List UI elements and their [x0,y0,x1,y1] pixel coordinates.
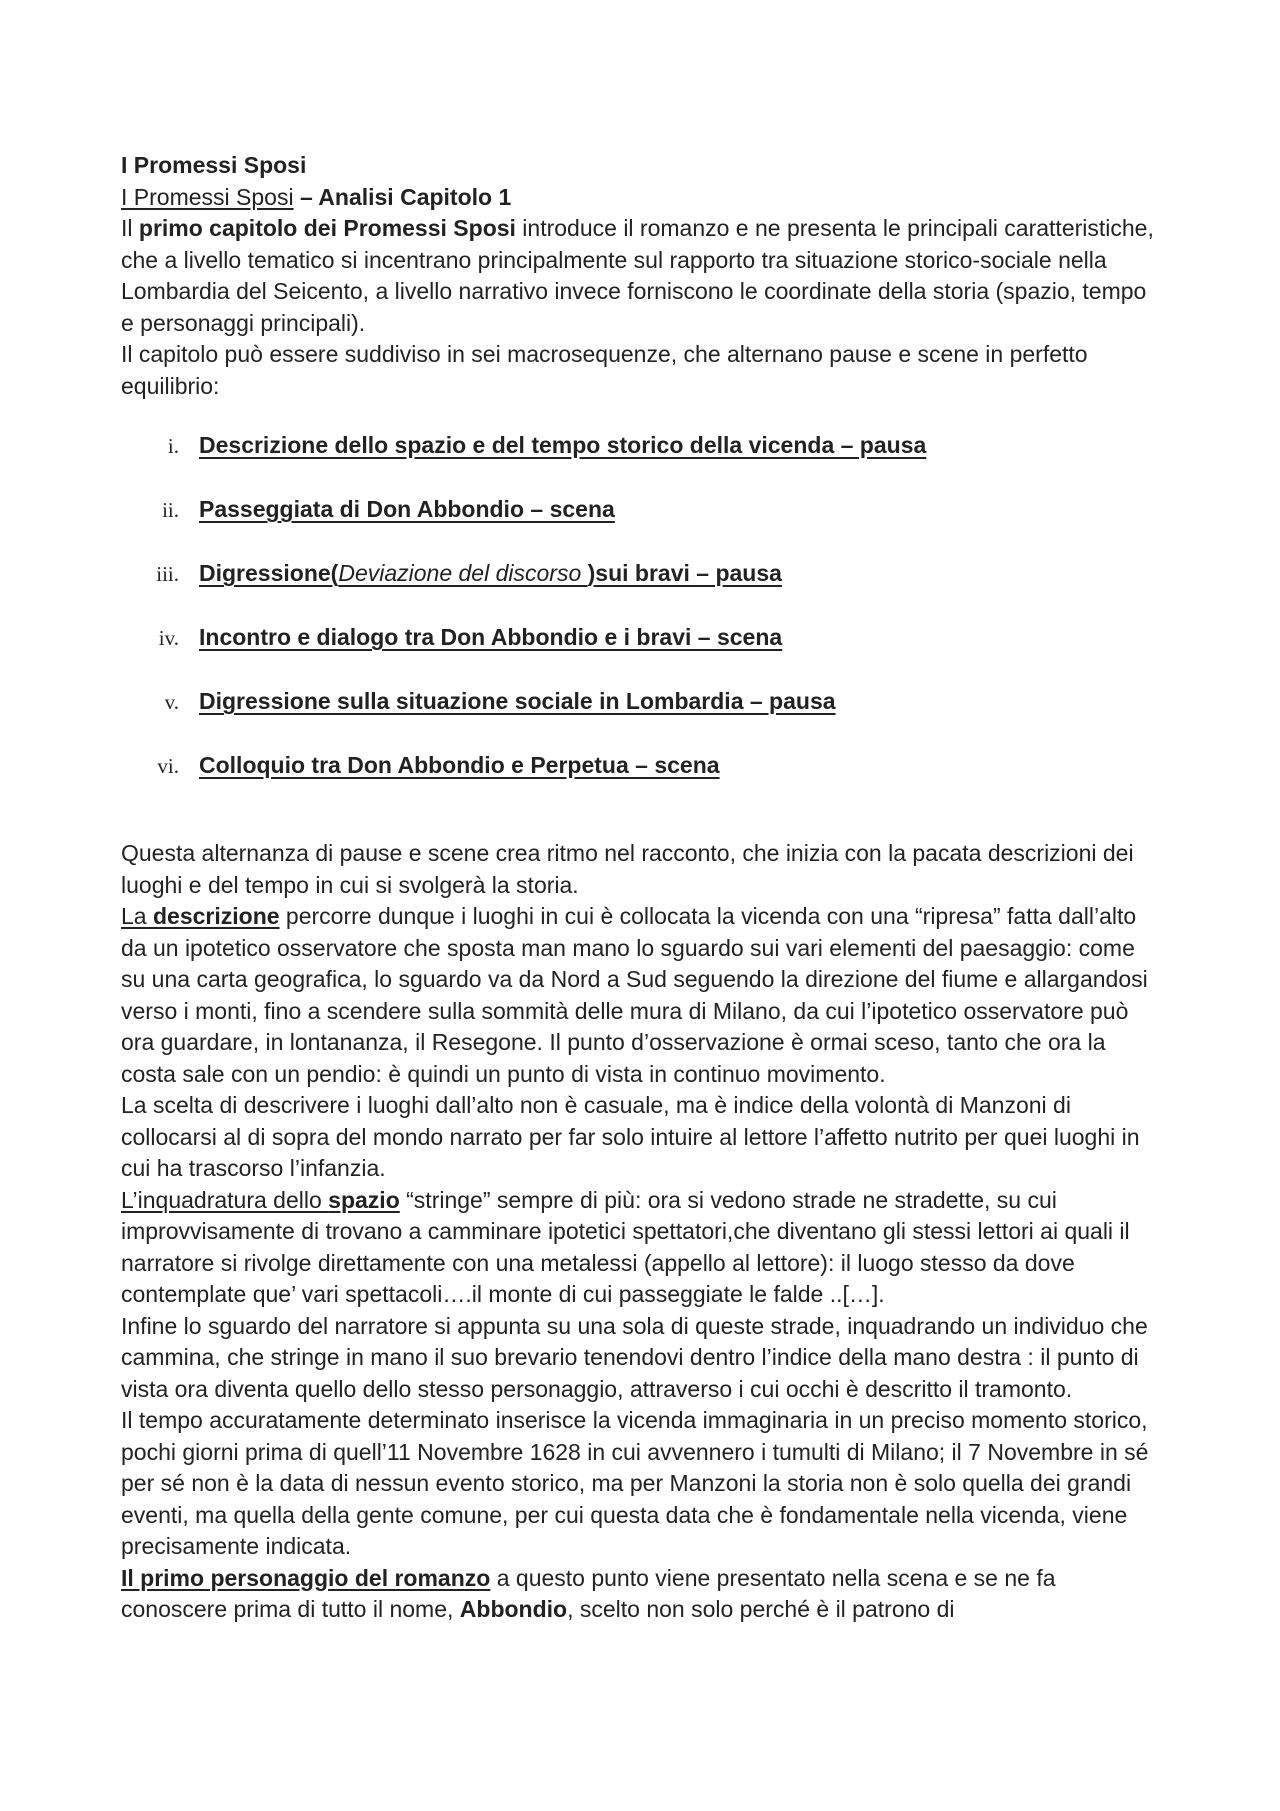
text-run: spazio [328,1186,400,1213]
text-run: La scelta di descrivere i luoghi dall’alto non è casuale, ma è indice della volontà di Manzoni di collocarsi al di sopra del mondo narrato per far solo intuire al lettore l’affetto nutrito per quei luoghi in cui ha trascorso l’infanzia. [121,1092,1140,1181]
text-run: a questo punto viene presentato nella scena e se ne fa conoscere prima di tutto il nome, [121,1564,1056,1622]
list-item [121,558,1161,622]
text-run: La [121,903,153,929]
paragraph [121,1185,1161,1311]
text-run: , scelto non solo perché è il patrono di [567,1596,955,1622]
list-item [121,430,1161,494]
list-number: ii. [162,498,179,522]
text-run: L’inquadratura dello [121,1186,329,1213]
text-run: descrizione [152,903,280,929]
list-number: i. [167,434,179,458]
list-label: Passeggiata di Don Abbondio – scena [199,496,615,522]
paragraph [121,1563,1161,1626]
text-run: Abbondio [459,1596,568,1622]
paragraph [121,901,1161,1090]
list-number: v. [164,690,179,714]
subtitle-link[interactable]: I Promessi Sposi [121,183,294,210]
list-number: iv. [158,626,179,650]
paragraph [121,1090,1161,1185]
list-label-post: )sui bravi – pausa [587,560,782,586]
list-item [121,686,1161,750]
paragraph [121,838,1161,901]
text-run: Infine lo sguardo del narratore si appunta su una sola di queste strade, inquadrando un individuo che cammina, che stringe in mano il suo brevario tenendovi dentro l’indice della mano destra : il punto di vista ora diventa quello dello stesso personaggio, attraverso i cui occhi è descritto il tramonto. [121,1312,1148,1402]
document-subtitle [121,182,1161,214]
macrosequence-list [121,430,1161,814]
list-label: Incontro e dialogo tra Don Abbondio e i bravi – scena [199,624,783,650]
list-item [121,750,1161,814]
subtitle-rest: – Analisi Capitolo 1 [293,183,512,210]
list-number: vi. [157,754,179,778]
list-label: Descrizione dello spazio e del tempo storico della vicenda – pausa [199,432,927,458]
document-content [121,150,1161,1626]
list-label: Digressione sulla situazione sociale in Lombardia – pausa [199,688,836,714]
text-run: primo capitolo dei Promessi Sposi [138,215,516,241]
body-section [121,838,1161,1626]
list-item [121,494,1161,558]
text-run: introduce il romanzo e ne presenta le principali caratteristiche, che a livello tematico si incentrano principalmente sul rapporto tra situazione storico-sociale nella Lombardia del Seicento, a livello narrativo invece forniscono le coordinate della storia (spazio, tempo e personaggi principali). [121,215,1154,336]
text-run: Questa alternanza di pause e scene crea ritmo nel racconto, che inizia con la pacata descrizioni dei luoghi e del tempo in cui si svolgerà la storia. [121,840,1134,898]
text-run: Il primo personaggio del romanzo [121,1564,491,1591]
list-label: Colloquio tra Don Abbondio e Perpetua – scena [199,752,720,778]
list-item [121,622,1161,686]
text-run: Il [121,215,139,241]
list-number: iii. [156,562,179,586]
text-run: Il tempo accuratamente determinato inserisce la vicenda immaginaria in un preciso momento storico, pochi giorni prima di quell’11 Novembre 1628 in cui avvennero i tumulti di Milano; il 7 Novembre in sé per sé non è la data di nessun evento storico, ma per Manzoni la storia non è solo quella dei grandi eventi, ma quella della gente comune, per cui questa data che è fondamentale nella vicenda, viene precisamente indicata. [121,1407,1149,1559]
paragraph [121,339,1161,402]
list-label-italic: Deviazione del discorso [338,560,588,586]
list-label [199,558,782,590]
paragraph [121,1311,1161,1406]
intro-section [121,213,1161,402]
paragraph [121,213,1161,339]
list-label-pre: Digressione( [199,560,339,586]
text-run: Il capitolo può essere suddiviso in sei macrosequenze, che alternano pause e scene in perfetto equilibrio: [121,341,1088,399]
text-run: percorre dunque i luoghi in cui è collocata la vicenda con una “ripresa” fatta dall’alto da un ipotetico osservatore che sposta man mano lo sguardo sui vari elementi del paesaggio: come su una carta geografica, lo sguardo va da Nord a Sud seguendo la direzione del fiume e allargandosi verso i monti, fino a scendere sulla sommità delle mura di Milano, da cui l’ipotetico osservatore può ora guardare, in lontananza, il Resegone. Il punto d’osservazione è ormai sceso, tanto che ora la costa sale con un pendio: è quindi un punto di vista in continuo movimento. [121,903,1148,1087]
paragraph [121,1405,1161,1563]
document-title: I Promessi Sposi [121,152,307,178]
text-run: “stringe” sempre di più: ora si vedono strade ne stradette, su cui improvvisamente di trovano a camminare ipotetici spettatori,che diventano gli stessi lettori ai quali il narratore si rivolge direttamente con una metalessi (appello al lettore): il luogo stesso da dove contemplate que’ vari spettacoli….il monte di cui passeggiate le falde ..[…]. [121,1186,1130,1307]
